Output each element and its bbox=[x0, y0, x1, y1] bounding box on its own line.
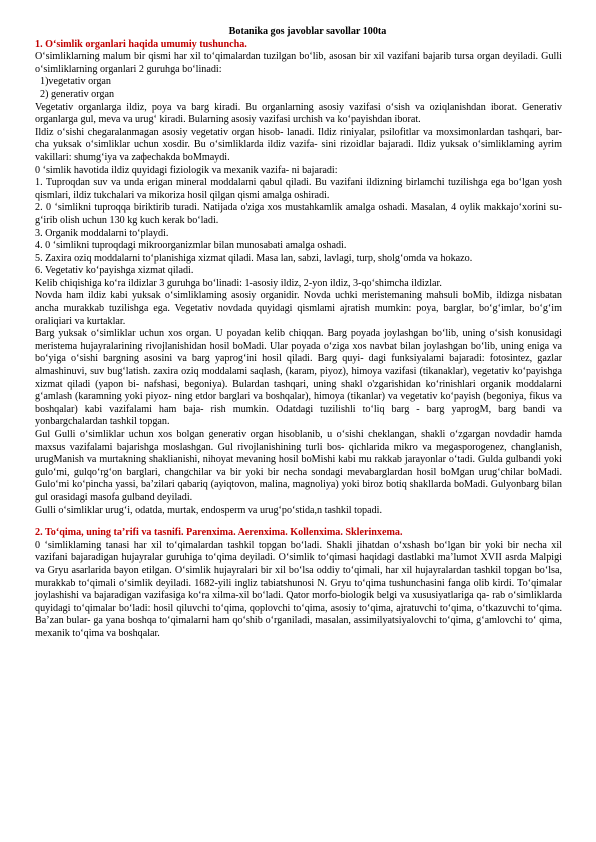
section-1-paragraph: Barg yuksak o‘simliklar uchun xos organ. U poyadan kelib chiqqan. Barg poyada joylashgan bo‘lib, uning o‘sish konusidagi meristema hujayralarining rivojlanishidan hosil boMadi. Ular poyada o‘ziga xos navbat bilan joylashgan bo‘lib, uning eniga va bo‘yiga o‘sishi bargning asosini va barg yaprog‘ini hosil qiladi. Barg quyi- dagi funksiyalami bajaradi: fotosintez, gazlar almashinuvi, suv bug‘latish. zaxira oziq moddalami saqlash, (karam, piyoz), himoya vazifasi (tikanaklar), vegetativ ko‘payishga xizmat qiladi (yapon bi- nafshasi, begoniya). Bulardan tashqari, uning shakl o'zgarishidan ko‘rinishlari organik moddalarni g‘amlash (karamning yoki piyoz- ning etdor barglari va boshqalar), himoya (tikanlar) va vegetativ ko‘payish (begoniya, fikus va boshqalar) kabi vazifalami ham baja- rish mumkin. Odatdagi tuzilishli to‘liq barg - barg yaprogM, barg bandi va yonbargchalardan tashkil topgan. bbox=[35, 328, 562, 428]
section-2-heading: 2. To‘qima, uning ta’rifi va tasnifi. Parenxima. Aerenxima. Kollenxima. Sklerinxema. bbox=[35, 527, 403, 539]
section-1-paragraph: 6. Vegetativ ko‘payishga xizmat qiladi. bbox=[35, 265, 194, 277]
section-1-paragraph: Ildiz o‘sishi chegaralanmagan asosiy vegetativ organ hisob- lanadi. Ildiz riniyalar, psilofitlar va moxsimonlardan tashqari, bar- cha yuksak o‘simliklar uchun xosdir. Bu o‘simliklarda ildiz vazifa- sini rizoidlar bajaradi. Ildiz yuksak o‘simliklaming ayrim vakillari: shumg‘iya va zaфechakda boMmaydi. bbox=[35, 126, 562, 163]
section-1-paragraph: 0 ‘simlik havotida ildiz quyidagi fiziologik va mexanik vazifa- ni bajaradi: bbox=[35, 164, 338, 176]
list-item-vegetativ: 1)vegetativ organ bbox=[40, 76, 111, 88]
section-1-paragraph: 2. 0 ‘simlikni tuproqqa biriktirib turadi. Natijada o'ziga xos mustahkamlik amalga oshadi. Masalan, 4 oylik makkajo‘xorini su- g‘irib olish uchun 130 kg kuch kerak bo‘ladi. bbox=[35, 202, 562, 226]
section-1-paragraph: Vegetativ organlarga ildiz, poya va barg kiradi. Bu organlarning asosiy vazifasi o‘sish va oziqlanishdan iborat. Generativ organlarga gul, meva va urug‘ kiradi. Bularning asosiy vazifasi urchish va ko‘payishdan iborat. bbox=[35, 101, 562, 126]
section-2-paragraph: 0 ‘simliklaming tanasi har xil to‘qimalardan tashkil topgan bo‘ladi. Shakli jihatdan o‘xshash bo‘lgan bir yoki bir necha xil vazifani bajaradigan hujayralar guruhiga to‘qima deyiladi. O‘simlik to‘qimasi haqidagi dastlabki ma’lumot XVII asrda Malpigi va Gryu asarlarida bayon etilgan. O‘simlik hujayralari bir xil bo‘lsa oddiy to‘qimali, har xil hujayralardan tashkil topgan bo‘lsa, murakkab to‘qimali o‘simlik deyiladi. 1682-yili ingliz tabiatshunosi N. Gryu to‘qima tushunchasini fanga olib kirdi. To‘qimalar joylashishi va bajaradigan vazifasiga ko‘ra xilma-xil bo‘ladi. Qator morfo-biologik belgi va xususiyatlariga qa- rab o‘simliklarda quyidagi to‘qimalar bo‘ladi: hosil qiluvchi to‘qima, qoplovchi to‘qima, asosiy to‘qima, ajratuvchi to‘qima, o‘tkazuvchi to‘qima. Ba’zan bular- ga yana boshqa to‘qimalarni ham qo‘shib o‘rganiladi, masalan, assimilyatsiyalovchi to‘qima, g‘amlovchi to‘ qima, mexanik to‘qima va boshqalar. bbox=[35, 539, 562, 639]
section-1-paragraph: Kelib chiqishiga ko‘ra ildizlar 3 guruhga bo‘linadi: 1-asosiy ildiz, 2-yon ildiz, 3-qo‘shimcha ildizlar. bbox=[35, 277, 442, 289]
section-1-paragraph: 5. Zaxira oziq moddalarni to‘planishiga xizmat qiladi. Masa lan, sabzi, lavlagi, turp, sholg‘omda va hokazo. bbox=[35, 252, 473, 264]
section-1-heading: 1. O‘simlik organlari haqida umumiy tushuncha. bbox=[35, 38, 247, 50]
section-1-paragraph: 1. Tuproqdan suv va unda erigan mineral moddalarni qabul qiladi. Bu vazifani ildizning birlamchi tuzilishga ega bo‘lgan yosh qismlari, ildiz tukchalari va mikoriza hosil qilgan qismi amalga oshiradi. bbox=[35, 177, 562, 201]
section-1-paragraph: O‘simliklarning malum bir qismi har xil to‘qimalardan tuzilgan bo‘lib, asosan bir xil vazifani bajarib tursa organ deyiladi. Gulli o‘simliklarning organlari 2 guruhga bo‘linadi: bbox=[35, 51, 562, 75]
list-item-generativ: 2) generativ organ bbox=[40, 88, 115, 100]
document-title: Botanika gos javoblar savollar 100ta bbox=[228, 26, 387, 37]
section-1-paragraph: Gul Gulli o‘simliklar uchun xos bolgan generativ organ hisoblanib, u o‘sishi cheklangan, shakli o‘zgargan novdadir hamda maxsus vazifalami bajarishga moslashgan. Gul rivojlanishining turli bos- qichlarida mikro va megasporogenez, changlanish, urugManish va murtakning shaklianishi, nihoyat mevaning hosil boMishi kabi mu rakkab jarayonlar o‘tadi. Gulda gulbandi yoki gulo‘mi, gulqo‘rg‘on barglari, changchilar va bir yoki bir necha sondagi mevabarglardan hosil boMgan urug‘chilar boMadi. Gulo‘mi ko‘pincha yassi, ba’zilari qabariq (ayiqtovon, malina, magnoliya) yoki biroz botiq shakllarda boMadi. Gulyonbarg bilan gul orasidagi masofa gulband deyiladi. bbox=[35, 429, 562, 503]
section-1-paragraph: 4. 0 ‘simlikni tuproqdagi mikroorganizmlar bilan munosabati amalga oshadi. bbox=[35, 240, 347, 252]
section-1-paragraph: Gulli o‘simliklar urug‘i, odatda, murtak, endosperm va urug‘po‘stida,n tashkil topadi. bbox=[35, 504, 382, 516]
section-1-paragraph: Novda ham ildiz kabi yuksak o‘simliklaming asosiy organidir. Novda uchki meristemaning mahsuli boMib, ildizga nisbatan ancha murakkab tuzilishga ega. Vegetativ novdada quyidagi qismlami ajratish mumkin: poya, barglar, bo‘g‘imlar, bo‘g‘im oraliqiari va kurtaklar. bbox=[35, 290, 562, 327]
section-gap bbox=[35, 517, 562, 527]
section-1-paragraph: 3. Organik moddalarni to‘playdi. bbox=[35, 227, 169, 239]
